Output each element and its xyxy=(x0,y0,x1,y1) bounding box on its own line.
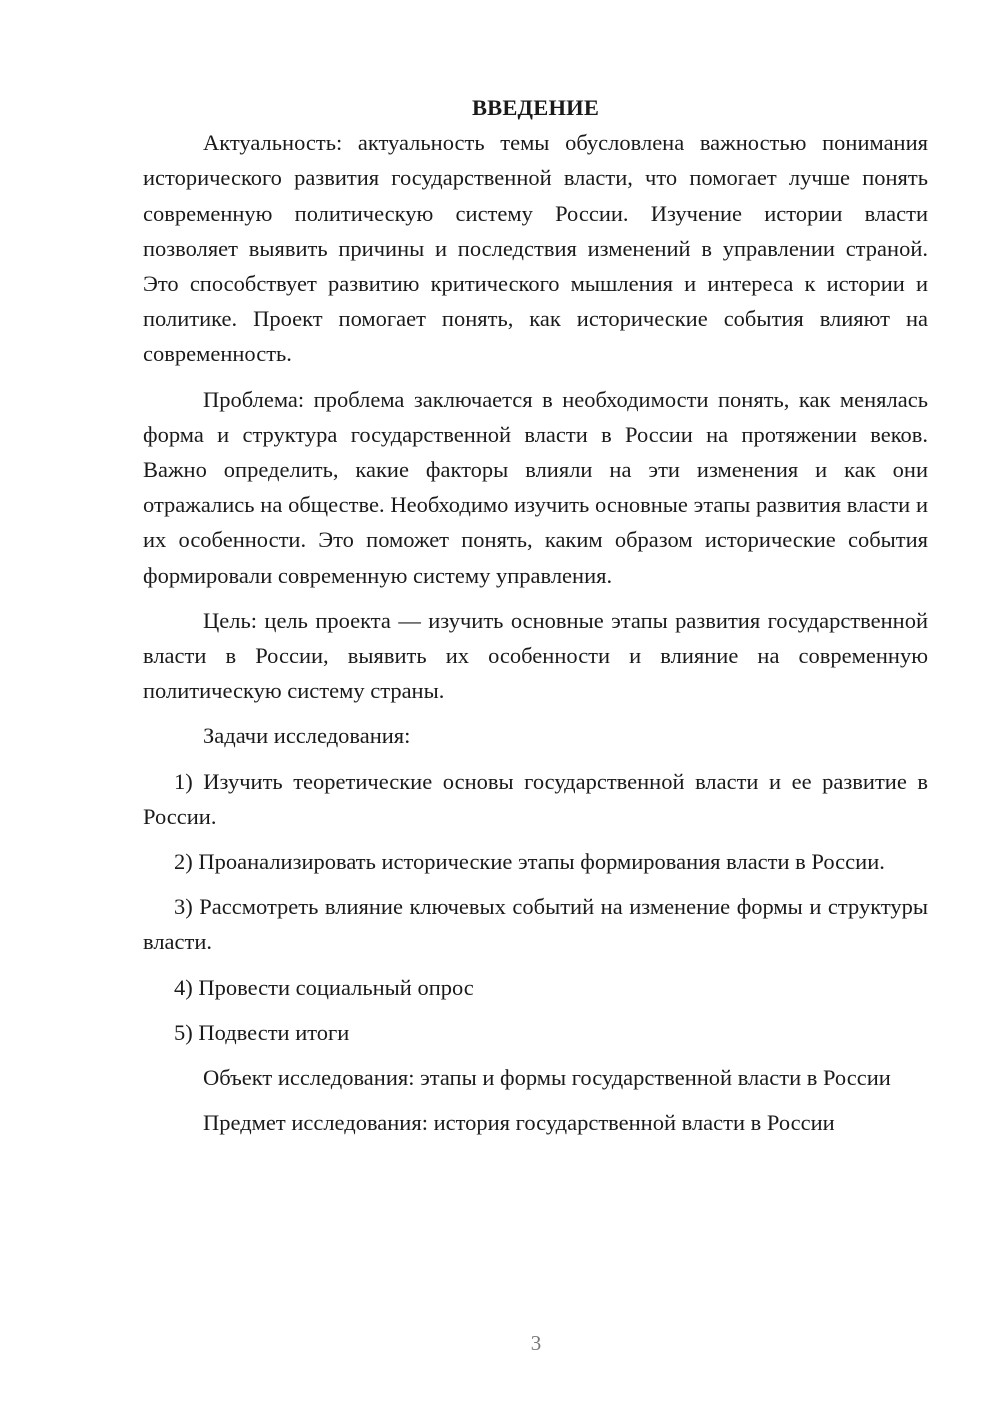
task-item: 1) Изучить теоретические основы государственной власти и ее развитие в России. xyxy=(143,768,928,829)
research-subject-paragraph: Предмет исследования: история государственной власти в России xyxy=(203,1110,835,1136)
task-item: 4) Провести социальный опрос xyxy=(174,974,474,1000)
document-body xyxy=(143,90,928,1150)
problem-paragraph: Проблема: проблема заключается в необходимости понять, как менялась форма и структура государственной власти в России на протяжении веков. Важно определить, какие факторы влияли на эти изменения и как они отражались на обществе. Необходимо изучить основные этапы развития власти и их особенности. Это поможет понять, каким образом исторические события формировали современную систему управления. xyxy=(143,386,928,588)
tasks-heading: Задачи исследования: xyxy=(203,723,411,749)
page-number: 3 xyxy=(530,1331,542,1355)
task-item: 3) Рассмотреть влияние ключевых событий на изменение формы и структуры власти. xyxy=(143,894,928,955)
research-object-paragraph: Объект исследования: этапы и формы государственной власти в России xyxy=(203,1065,891,1091)
task-item: 5) Подвести итоги xyxy=(174,1019,350,1045)
page-title: ВВЕДЕНИЕ xyxy=(471,95,600,120)
goal-paragraph: Цель: цель проекта — изучить основные этапы развития государственной власти в России, выявить их особенности и влияние на современную политическую систему страны. xyxy=(143,607,928,704)
relevance-paragraph: Актуальность: актуальность темы обусловлена важностью понимания исторического развития государственной власти, что помогает лучше понять современную политическую систему России. Изучение истории власти позволяет выявить причины и последствия изменений в управлении страной. Это способствует развитию критического мышления и интереса к истории и политике. Проект помогает понять, как исторические события влияют на современность. xyxy=(143,130,928,367)
task-item: 2) Проанализировать исторические этапы формирования власти в России. xyxy=(174,849,885,875)
tasks-list xyxy=(143,764,928,1050)
